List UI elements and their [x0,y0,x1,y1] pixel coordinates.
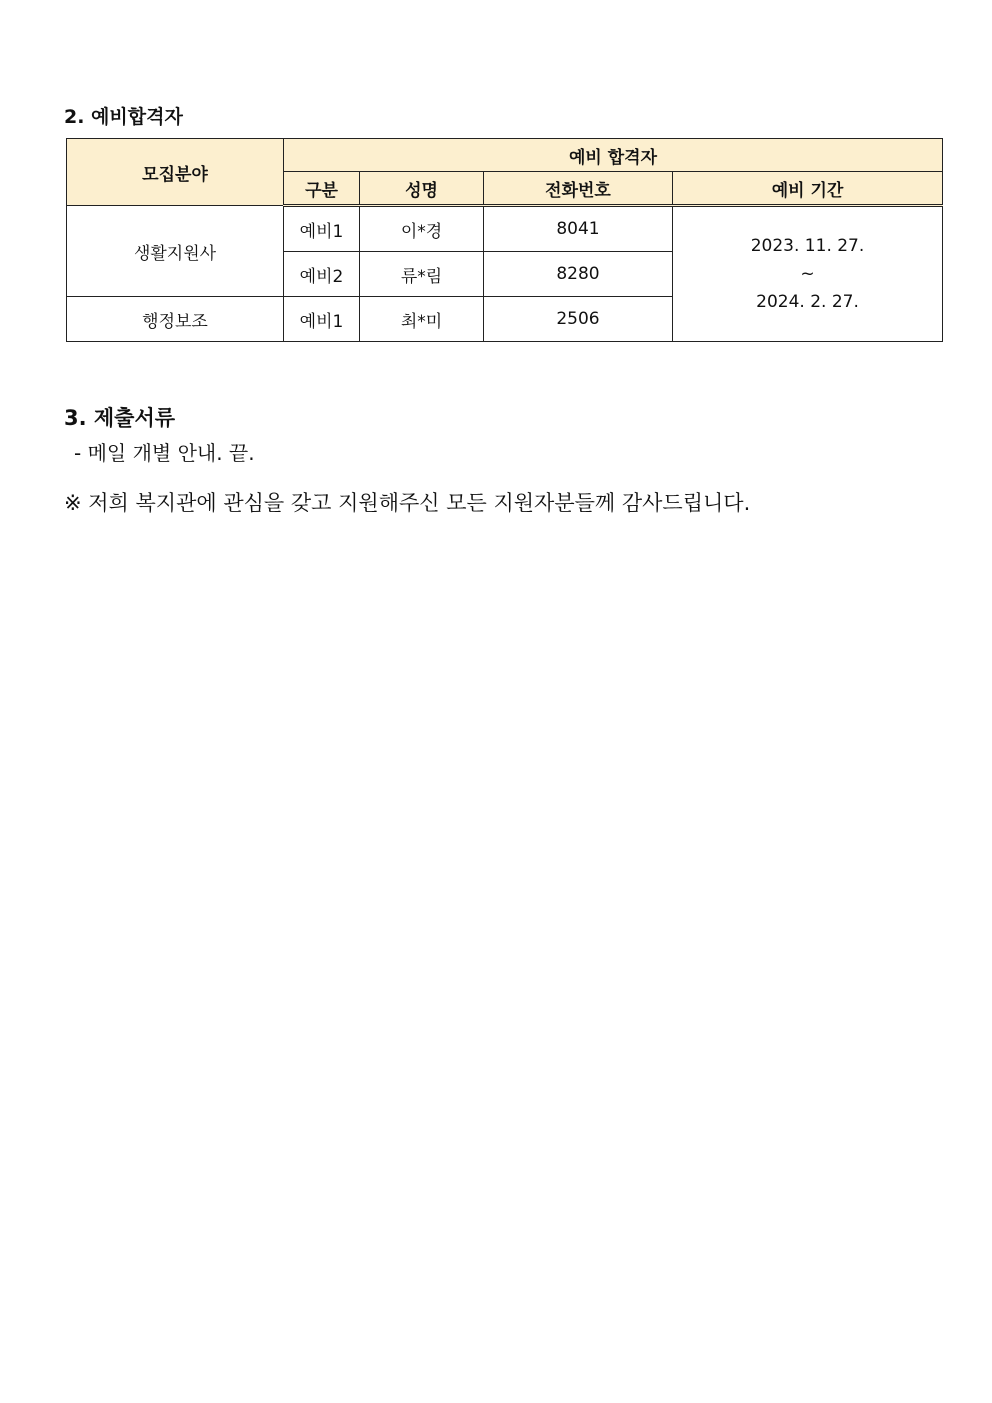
cell-type: 예비2 [284,252,360,297]
documents-bullet: - 메일 개별 안내. 끝. [74,441,255,465]
header-group: 예비 합격자 [284,139,943,172]
cell-phone: 2506 [484,297,673,342]
section-title-documents: 3. 제출서류 [64,406,176,430]
thank-you-note: ※ 저희 복지관에 관심을 갖고 지원해주신 모든 지원자분들께 감사드립니다. [64,491,751,515]
cell-name: 이*경 [360,206,484,252]
period-start: 2023. 11. 27. [750,236,865,256]
cell-name: 류*림 [360,252,484,297]
header-period: 예비 기간 [673,172,943,206]
reserve-applicants-table [66,138,943,342]
period-separator: ~ [800,264,815,284]
header-field: 모집분야 [67,139,284,206]
cell-phone: 8280 [484,252,673,297]
header-name: 성명 [360,172,484,206]
cell-field: 행정보조 [67,297,284,342]
cell-name: 최*미 [360,297,484,342]
header-phone: 전화번호 [484,172,673,206]
table-row [67,206,943,252]
cell-field: 생활지원사 [67,206,284,297]
cell-phone: 8041 [484,206,673,252]
section-title-reserve-applicants: 2. 예비합격자 [64,106,183,128]
header-type: 구분 [284,172,360,206]
cell-period [673,206,943,342]
period-end: 2024. 2. 27. [756,292,859,312]
cell-type: 예비1 [284,297,360,342]
table-header-row [67,139,943,172]
cell-type: 예비1 [284,206,360,252]
